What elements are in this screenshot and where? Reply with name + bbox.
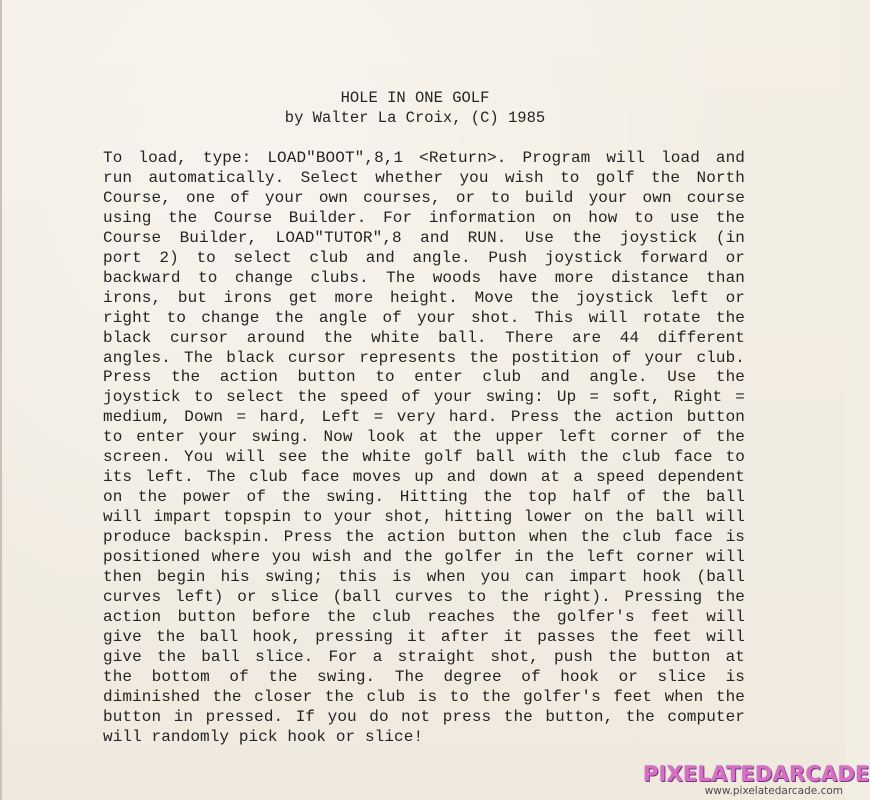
text-line: To load, type: LOAD"BOOT",8,1 <Return>. Program will load and [103,149,745,167]
text-line: medium, Down = hard, Left = very hard. Press the action button [103,408,745,427]
document-header [0,88,830,128]
text-line: positioned where you wish and the golfer in the left corner will [103,548,745,567]
text-line: action button before the club reaches the golfer's feet will [103,607,745,626]
text-line: angles. The black cursor represents the postition of your club. [103,348,745,367]
document-title: HOLE IN ONE GOLF [340,89,490,107]
text-line: then begin his swing; this is when you can impart hook (ball [103,568,745,587]
document-byline: by Walter La Croix, (C) 1985 [284,109,546,127]
text-line: on the power of the swing. Hitting the top half of the ball [103,488,745,507]
text-line: will randomly pick hook or slice! [103,727,424,746]
text-line: its left. The club face moves up and down at a speed dependent [103,468,745,487]
text-line: Course Builder, LOAD"TUTOR",8 and RUN. Use the joystick (in [103,228,745,247]
text-line: produce backspin. Press the action button when the club face is [103,528,745,547]
text-line: give the ball slice. For a straight shot, push the button at [103,647,745,666]
text-line: curves left) or slice (ball curves to the right). Pressing the [103,587,745,606]
text-line: backward to change clubs. The woods have more distance than [103,268,745,287]
watermark-url: www.pixelatedarcade.com [704,785,843,797]
text-line: joystick to select the speed of your swing: Up = soft, Right = [103,388,745,407]
text-line: give the ball hook, pressing it after it passes the feet will [103,627,745,646]
text-line: button in pressed. If you do not press the button, the computer [103,707,745,726]
text-line: irons, but irons get more height. Move the joystick left or [103,288,745,307]
text-line: run automatically. Select whether you wish to golf the North [103,168,745,187]
text-line: Course, one of your own courses, or to build your own course [103,188,745,207]
text-line: will impart topspin to your shot, hitting lower on the ball will [103,508,745,527]
text-line: to enter your swing. Now look at the upper left corner of the [103,428,745,447]
text-line: screen. You will see the white golf ball with the club face to [103,448,745,467]
text-line: Press the action button to enter club and angle. Use the [103,368,745,387]
watermark-logo: PIXELATEDARCADE [643,762,870,786]
text-line: port 2) to select club and angle. Push joystick forward or [103,248,745,267]
text-line: the bottom of the swing. The degree of hook or slice is [103,667,745,686]
instructions-text [103,149,745,748]
text-line: diminished the closer the club is to the golfer's feet when the [103,687,745,706]
text-line: using the Course Builder. For information on how to use the [103,208,745,227]
text-line: black cursor around the white ball. There are 44 different [103,328,745,347]
watermark [643,762,870,797]
text-line: right to change the angle of your shot. This will rotate the [103,308,745,327]
